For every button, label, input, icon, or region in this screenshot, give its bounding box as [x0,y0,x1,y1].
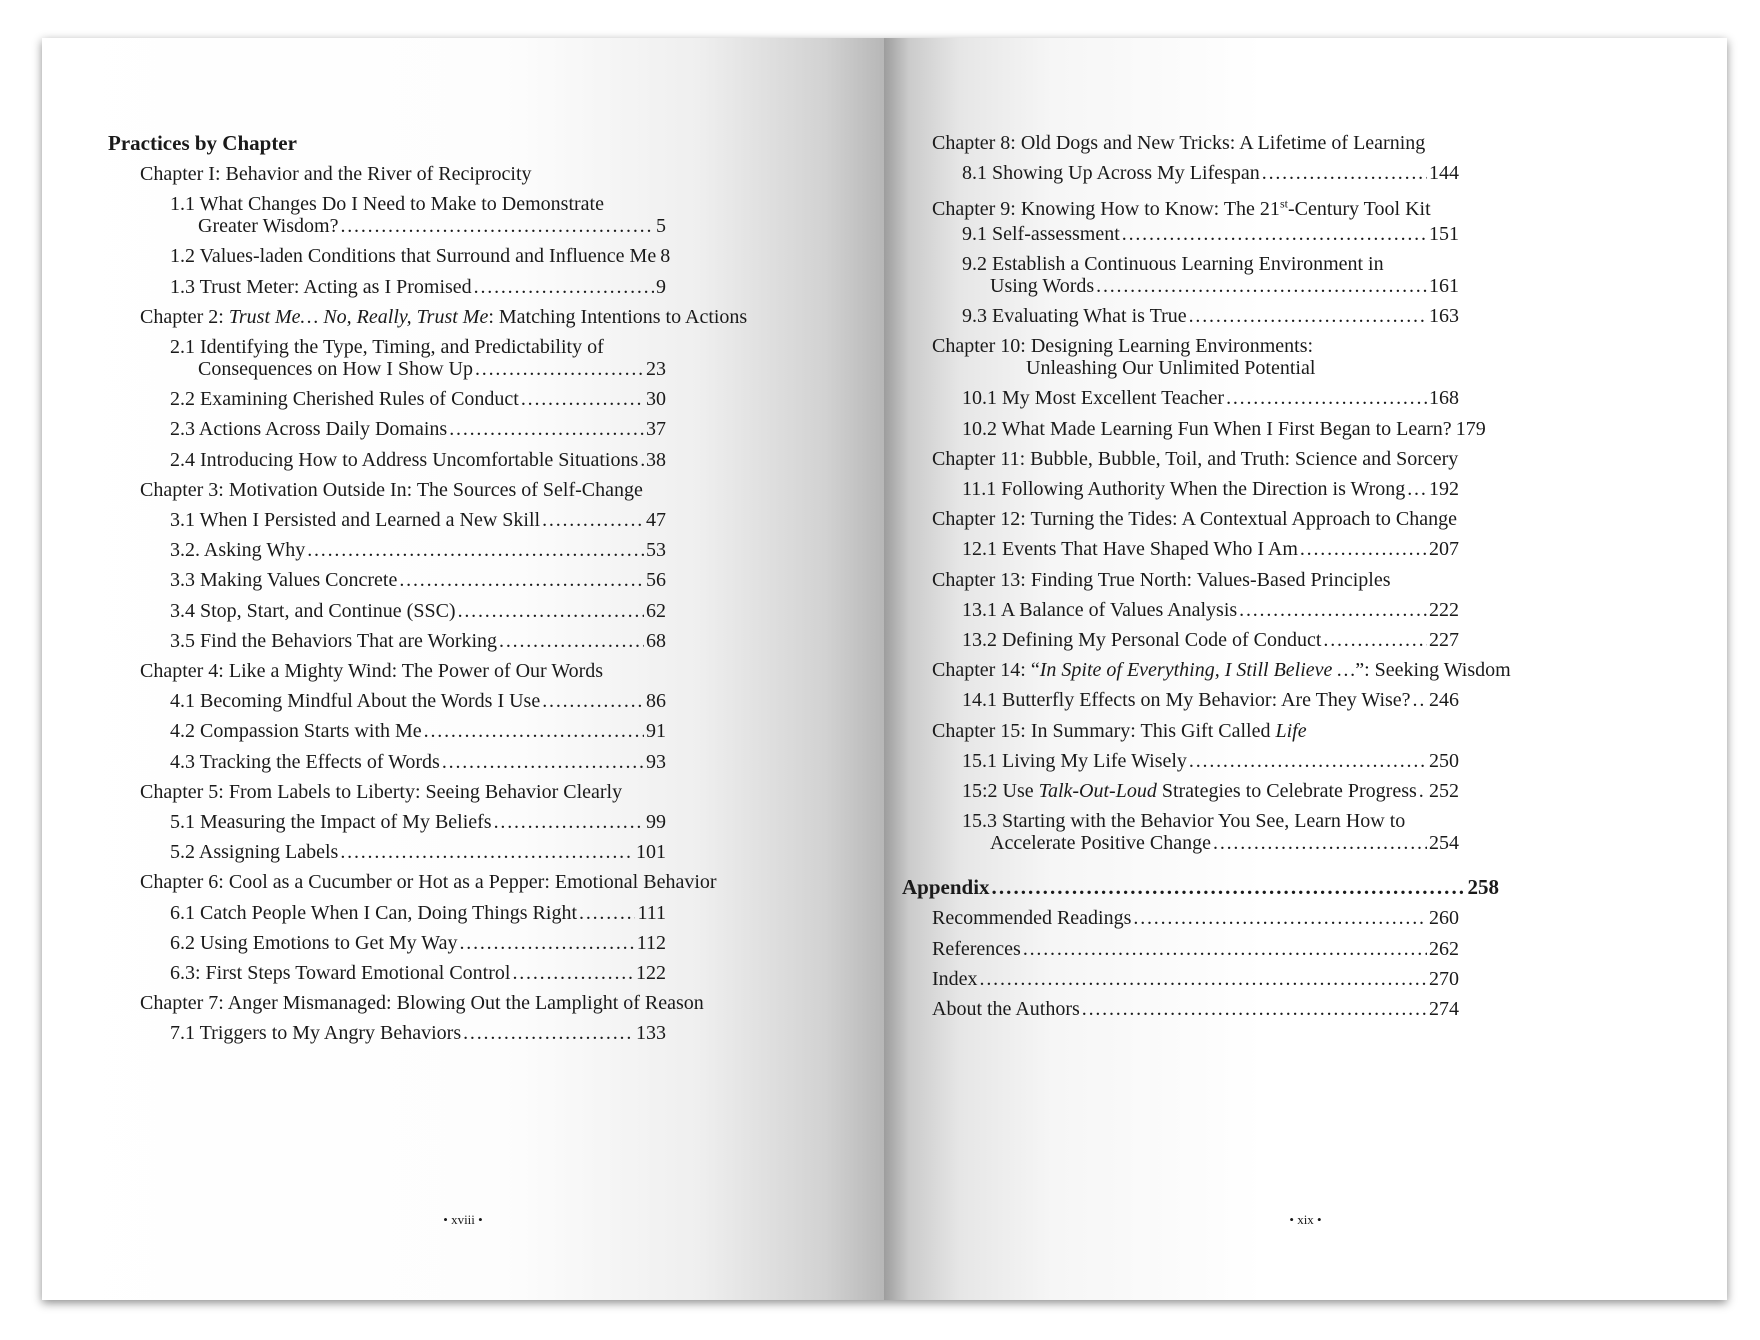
entry-title: 6.3: First Steps Toward Emotional Control [170,962,511,984]
entry-title: Consequences on How I Show Up [198,358,473,380]
chapter-heading [140,870,717,895]
dot-leader [1413,688,1427,713]
page-number: 101 [636,841,666,864]
entry-title: Index [932,967,978,990]
chapter-heading [932,131,1425,156]
chapter-heading [932,568,1391,593]
entry-title: 5.2 Assigning Labels [170,841,339,864]
chapter-heading [140,478,643,503]
practice-entry [170,689,666,714]
appendix-entry [932,967,1459,992]
chapter-heading-line2: Unleashing Our Unlimited Potential [1026,357,1316,380]
practice-entry [962,598,1459,623]
entry-title: References [932,937,1021,960]
entry-title: 7.1 Triggers to My Angry Behaviors [170,1022,462,1045]
dot-leader [1226,386,1427,411]
entry-title: Chapter 15: In Summary: This Gift Called Life [932,719,1307,742]
practice-title-line1: 9.2 Establish a Continuous Learning Environment in [962,252,1384,275]
entry-title: 11.1 Following Authority When the Direction is Wrong [962,478,1406,500]
entry-title: Chapter 11: Bubble, Bubble, Toil, and Truth: Science and Sorcery [932,447,1459,470]
entry-title: 3.4 Stop, Start, and Continue (SSC) [170,599,456,622]
chapter-heading [932,447,1458,472]
entry-title: Using Words [990,274,1095,297]
practice-title-line1: 2.1 Identifying the Type, Timing, and Predictability of [170,336,604,358]
page-number: 111 [637,901,666,924]
entry-title: 15:2 Use Talk-Out-Loud Strategies to Celebrate Progress [962,780,1417,802]
chapter-heading [932,658,1511,683]
practice-entry [170,568,666,593]
practice-entry-cont [990,274,1459,299]
practice-title-line1: 15.3 Starting with the Behavior You See, Learn How to [962,810,1406,833]
page-number: 262 [1429,937,1459,960]
practice-entry [962,749,1459,774]
appendix-entry [932,997,1459,1022]
dot-leader [579,901,635,926]
dot-leader [1262,161,1427,186]
chapter-heading-cont [1026,356,1315,381]
entry-title: 13.2 Defining My Personal Code of Conduct [962,629,1322,651]
dot-leader [1023,937,1427,962]
page-number: 47 [646,509,666,531]
page-number: 207 [1429,538,1459,561]
entry-title: 14.1 Butterfly Effects on My Behavior: Are They Wise? [962,689,1411,712]
dot-leader [1300,537,1427,562]
dot-leader [1122,222,1427,247]
entry-title: Chapter 5: From Labels to Liberty: Seeing Behavior Clearly [140,780,623,803]
page-number: 56 [646,569,666,592]
entry-title: Chapter 14: “In Spite of Everything, I Still Believe …”: Seeking Wisdom [932,659,1511,682]
entry-title-italic: Life [1275,719,1307,742]
entry-title: 3.3 Making Values Concrete [170,569,398,592]
entry-title-italic: In Spite of Everything, I Still Believe … [1039,659,1356,682]
dot-leader [1189,304,1427,329]
entry-title: 1.2 Values-laden Conditions that Surround and Influence Me [170,245,657,268]
practice-entry [170,961,666,986]
entry-title: Greater Wisdom? [198,215,339,238]
entry-title: 3.2. Asking Why [170,539,306,562]
entry-title: 4.1 Becoming Mindful About the Words I Use [170,690,541,713]
page-number: 99 [646,811,666,833]
practice-entry [962,779,1459,804]
section-heading: Practices by Chapter [108,131,297,155]
entry-title: 9.1 Self-assessment [962,222,1120,245]
practice-entry [962,161,1459,186]
dot-leader [1082,997,1427,1022]
entry-title: 15.1 Living My Life Wisely [962,749,1187,772]
page-number: 144 [1429,162,1459,185]
entry-title: 6.2 Using Emotions to Get My Way [170,931,458,954]
entry-title: 9.3 Evaluating What is True [962,305,1187,327]
practice-entry [170,599,666,624]
entry-title: 4.2 Compassion Starts with Me [170,720,422,743]
dot-leader [1213,831,1427,856]
page-number: 227 [1429,629,1459,651]
chapter-heading [140,780,622,805]
chapter-heading [140,659,603,684]
entry-title: Chapter 3: Motivation Outside In: The Sources of Self-Change [140,478,643,501]
dot-leader [992,875,1466,900]
chapter-heading [932,191,1431,222]
page-number: 62 [646,599,666,622]
page-number: 179 [1455,417,1486,440]
page-number: 151 [1429,222,1459,245]
page-number: 37 [646,418,666,441]
practice-entry [170,508,666,533]
dot-leader [1239,598,1427,623]
dot-leader [1096,274,1427,299]
dot-leader [499,629,644,654]
entry-title: 10.2 What Made Learning Fun When I First Began to Learn? [962,417,1452,440]
dot-leader [1133,906,1427,931]
entry-title: Chapter 4: Like a Mighty Wind: The Power of Our Words [140,660,604,682]
entry-title: 1.3 Trust Meter: Acting as I Promised [170,275,472,298]
dot-leader [463,1021,634,1046]
practice-entry [962,417,1486,442]
page-number: 9 [656,275,666,298]
practice-entry-cont [198,214,666,239]
left-page [42,38,884,1300]
page-number: 30 [646,388,666,411]
entry-title: Chapter 13: Finding True North: Values-Based Principles [932,568,1391,591]
right-page [884,38,1727,1300]
practice-entry [170,901,666,926]
entry-title: About the Authors [932,998,1080,1020]
page-number: 161 [1429,274,1459,297]
entry-title-superscript: st [1279,196,1288,211]
page-number: 112 [636,931,666,954]
practice-entry [170,417,666,442]
practice-entry [170,275,666,300]
appendix-entry [932,937,1459,962]
dot-leader [307,538,644,563]
appendix-title: Appendix [902,875,990,900]
practice-entry [170,1021,666,1046]
entry-title: 2.4 Introducing How to Address Uncomfortable Situations [170,448,639,471]
practice-entry [962,222,1459,247]
dot-leader [1189,749,1427,774]
dot-leader [458,599,644,624]
chapter-heading [932,719,1307,744]
practice-entry [170,387,666,412]
practice-entry-cont [198,357,666,382]
appendix-entry [932,906,1459,931]
entry-title: Chapter 9: Knowing How to Know: The 21st-Century Tool Kit [932,196,1431,221]
entry-title: Recommended Readings [932,907,1132,930]
practice-entry-cont [990,831,1459,856]
practice-entry [962,628,1459,653]
entry-title: 13.1 A Balance of Values Analysis [962,598,1238,621]
page-number: 260 [1429,907,1459,930]
entry-title: 5.1 Measuring the Impact of My Beliefs [170,811,492,833]
entry-title: 4.3 Tracking the Effects of Words [170,750,440,773]
entry-title: Chapter 2: Trust Me… No, Really, Trust Me: Matching Intentions to Actions [140,305,748,328]
entry-title: 2.3 Actions Across Daily Domains [170,418,448,441]
practice-entry [962,477,1459,502]
entry-title: 12.1 Events That Have Shaped Who I Am [962,538,1298,561]
entry-title-italic: Trust Me… No, Really, Trust Me [228,305,489,328]
practice-entry [962,304,1459,329]
entry-title: Chapter 8: Old Dogs and New Tricks: A Lifetime of Learning [932,132,1426,154]
dot-leader [494,810,644,835]
book-spread [42,38,1727,1300]
practice-entry [170,750,666,775]
dot-leader [459,931,634,956]
practice-entry [170,629,666,654]
entry-title: 8.1 Showing Up Across My Lifespan [962,162,1260,185]
dot-leader [521,387,644,412]
dot-leader [980,967,1427,992]
page-number: 133 [636,1022,666,1045]
dot-leader [340,840,634,865]
page-number: 93 [646,750,666,773]
dot-leader [542,689,644,714]
page-number: 38 [646,448,666,471]
page-number: 168 [1429,387,1459,410]
page-number: 68 [646,629,666,652]
page-number: 53 [646,539,666,562]
chapter-heading [140,162,532,187]
page-number: 23 [646,358,666,380]
practice-entry [170,448,666,473]
page-number: 270 [1429,967,1459,990]
practice-entry [962,537,1459,562]
dot-leader [399,568,644,593]
page-number: 5 [656,215,666,238]
dot-leader [640,448,644,473]
dot-leader [1323,628,1427,653]
page-number: 222 [1429,598,1459,621]
entry-title: Chapter 12: Turning the Tides: A Contextual Approach to Change [932,508,1457,531]
practice-entry [170,719,666,744]
entry-title: 10.1 My Most Excellent Teacher [962,387,1225,410]
dot-leader [449,417,644,442]
dot-leader [442,750,644,775]
page-number: 122 [636,962,666,984]
page-number: 274 [1429,998,1459,1020]
practice-entry [170,244,671,269]
entry-title-italic: Talk-Out-Loud [1038,780,1157,802]
page-number: 91 [646,720,666,743]
dot-leader [340,214,654,239]
entry-title: Chapter 6: Cool as a Cucumber or Hot as a Pepper: Emotional Behavior [140,871,717,894]
page-number: 246 [1429,689,1459,712]
practice-title-line1: 1.1 What Changes Do I Need to Make to Demonstrate [170,193,604,216]
dot-leader [475,357,644,382]
practice-entry [170,931,666,956]
page-number-left: • xviii • [443,1212,483,1227]
practice-entry [170,840,666,865]
entry-title: Accelerate Positive Change [990,832,1212,855]
appendix-heading [902,875,1499,900]
entry-title: 6.1 Catch People When I Can, Doing Things Right [170,901,578,924]
entry-title: 3.5 Find the Behaviors That are Working [170,629,498,652]
chapter-heading [140,305,747,330]
chapter-heading-line1: Chapter 10: Designing Learning Environments: [932,335,1314,358]
dot-leader [474,275,654,300]
entry-title: 2.2 Examining Cherished Rules of Conduct [170,388,519,411]
page-number: 252 [1429,780,1459,802]
page-number: 254 [1429,832,1459,855]
page-number: 250 [1429,749,1459,772]
practice-entry [962,688,1459,713]
page-number: 192 [1429,478,1459,500]
dot-leader [1407,477,1427,502]
chapter-heading [932,507,1457,532]
entry-title: Chapter 7: Anger Mismanaged: Blowing Out the Lamplight of Reason [140,992,704,1015]
page-number: 163 [1429,305,1459,327]
dot-leader [1419,779,1427,804]
chapter-heading [140,991,704,1016]
page-number: 8 [660,245,671,268]
practice-entry [962,386,1459,411]
page-number: 86 [646,690,666,713]
practice-entry [170,810,666,835]
dot-leader [424,719,644,744]
dot-leader [512,961,634,986]
page-number: 258 [1467,875,1499,900]
entry-title: Chapter I: Behavior and the River of Reciprocity [140,163,532,185]
page-number-right: • xix • [1289,1212,1322,1227]
practice-entry [170,538,666,563]
dot-leader [542,508,644,533]
entry-title: 3.1 When I Persisted and Learned a New Skill [170,509,541,531]
